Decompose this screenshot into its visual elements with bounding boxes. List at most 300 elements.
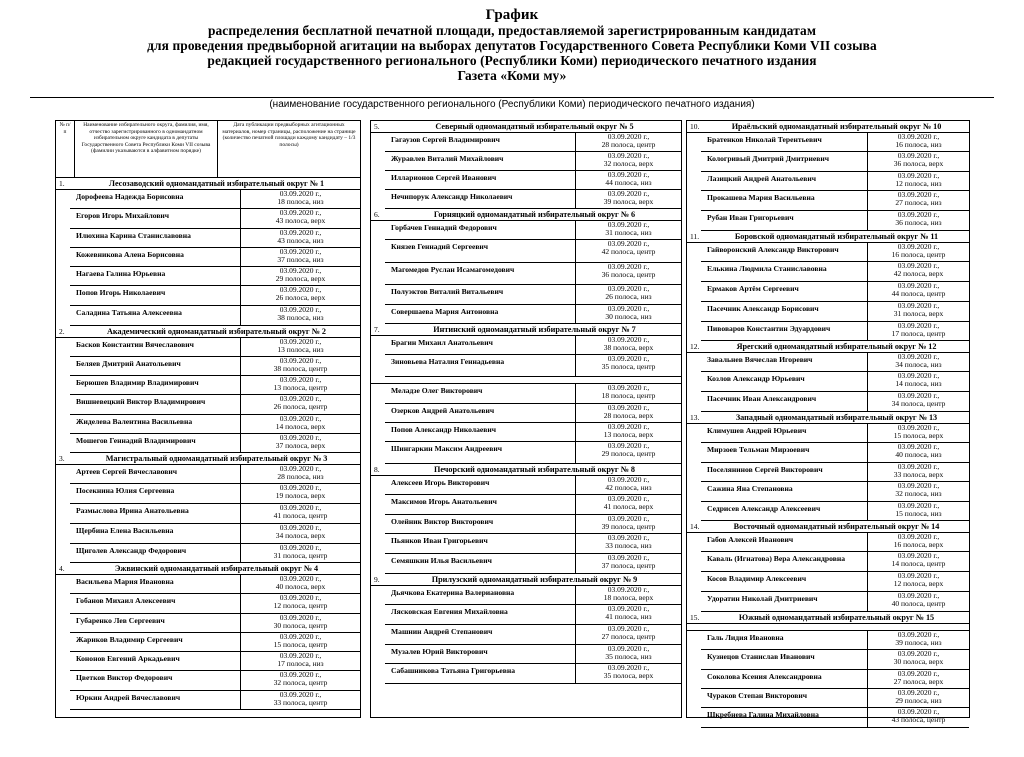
publication-slot <box>867 592 969 612</box>
publication-date: 03.09.2020 г., <box>607 645 650 653</box>
publication-date: 03.09.2020 г., <box>279 306 322 314</box>
table-row <box>371 171 681 190</box>
publication-slot <box>240 434 360 453</box>
publication-date: 03.09.2020 г., <box>607 404 650 412</box>
publication-slot <box>575 442 681 464</box>
table-row <box>687 133 969 152</box>
candidate-name: Артеев Сергей Вячеславович <box>70 465 240 484</box>
candidate-name: Седрисев Александр Алексеевич <box>701 502 867 521</box>
table-row <box>371 534 681 554</box>
row-spacer <box>687 624 969 631</box>
page-position: 27 полоса, низ <box>895 198 942 208</box>
publication-slot <box>867 172 969 191</box>
table-row <box>56 248 360 267</box>
candidate-name: Жариков Владимир Сергеевич <box>70 633 240 652</box>
column-body <box>371 121 681 684</box>
table-row <box>687 533 969 552</box>
publication-date: 03.09.2020 г., <box>607 384 650 392</box>
publication-date: 03.09.2020 г., <box>607 476 650 484</box>
publication-slot <box>575 355 681 377</box>
candidate-name: Брагин Михаил Анатольевич <box>385 336 575 355</box>
candidate-name: Озерков Андрей Анатольевич <box>385 404 575 423</box>
page-position: 12 полоса, верх <box>893 579 944 589</box>
table-row <box>371 476 681 495</box>
candidate-name: Лясковская Евгения Михайловна <box>385 605 575 625</box>
page-position: 29 полоса, верх <box>275 274 326 284</box>
table-row <box>687 392 969 412</box>
table-row <box>371 190 681 209</box>
candidate-name: Князев Геннадий Сергеевич <box>385 240 575 263</box>
publication-date: 03.09.2020 г., <box>279 229 322 237</box>
candidate-name: Пьянков Иван Григорьевич <box>385 534 575 554</box>
page-position: 27 полоса, центр <box>601 632 656 642</box>
district-name: Прилузский одномандатный избирательный округ № 9 <box>431 575 638 584</box>
page-position: 33 полоса, низ <box>605 541 652 551</box>
page-position: 42 полоса, низ <box>605 483 652 493</box>
publication-date: 03.09.2020 г., <box>897 631 940 639</box>
district-header <box>687 121 969 133</box>
candidate-name: Шингаркин Максим Андреевич <box>385 442 575 464</box>
district-header <box>371 324 681 336</box>
candidate-name: Кожевникова Алена Борисовна <box>70 248 240 267</box>
header-name: Наименование избирательного округа, фамилия, имя, отчество зарегистрированного в одномандатном избирательном округе кандидата в депутаты Государственного Совета Республики Коми VII созыва (фамилии указываются в алфавитном порядке) <box>75 121 218 177</box>
publication-slot <box>867 650 969 670</box>
title-line-4: редакцией государственного регионального (Республики Коми) периодического печатного издания <box>207 53 817 68</box>
publication-date: 03.09.2020 г., <box>279 484 322 492</box>
candidate-name: Максимов Игорь Анатольевич <box>385 495 575 515</box>
district-name: Западный одномандатный избирательный округ № 13 <box>735 413 938 422</box>
table-row <box>687 572 969 592</box>
table-row <box>371 625 681 645</box>
page-position: 43 полоса, центр <box>891 715 946 725</box>
table-row <box>56 267 360 286</box>
publication-slot <box>575 240 681 263</box>
table-row <box>687 708 969 728</box>
table-row <box>687 552 969 572</box>
page-position: 12 полоса, центр <box>273 601 328 611</box>
publication-date: 03.09.2020 г., <box>897 650 940 658</box>
publication-slot <box>240 357 360 376</box>
publication-date: 03.09.2020 г., <box>279 357 322 365</box>
district-name: Печорский одномандатный избирательный округ № 8 <box>434 465 635 474</box>
table-row <box>371 664 681 684</box>
candidate-name: Поселянинов Сергей Викторович <box>701 463 867 482</box>
publication-slot <box>240 633 360 652</box>
publication-date: 03.09.2020 г., <box>607 355 650 363</box>
table-row <box>371 586 681 605</box>
candidate-name: Посекнина Юлия Сергеевна <box>70 484 240 504</box>
candidate-name: Чураков Степан Викторович <box>701 689 867 708</box>
page-position: 44 полоса, центр <box>891 289 946 299</box>
table-row <box>371 263 681 285</box>
candidate-name: Щербина Елена Васильевна <box>70 524 240 544</box>
publication-slot <box>240 338 360 357</box>
district-number: 12. <box>690 342 700 351</box>
page-position: 36 полоса, центр <box>601 270 656 280</box>
table-row <box>56 338 360 357</box>
publication-slot <box>867 482 969 502</box>
page-position: 14 полоса, верх <box>275 422 326 432</box>
publication-date: 03.09.2020 г., <box>279 376 322 384</box>
publication-slot <box>575 625 681 645</box>
table-row <box>687 372 969 392</box>
publication-date: 03.09.2020 г., <box>897 172 940 180</box>
page-position: 14 полоса, низ <box>895 379 942 389</box>
page-position: 34 полоса, верх <box>275 531 326 541</box>
publication-date: 03.09.2020 г., <box>279 594 322 602</box>
publication-date: 03.09.2020 г., <box>607 534 650 542</box>
schedule-column-1 <box>55 120 361 718</box>
table-row <box>56 465 360 484</box>
candidate-name: Попов Игорь Николаевич <box>70 286 240 306</box>
candidate-name: Басков Константин Вячеславович <box>70 338 240 357</box>
district-header <box>371 464 681 476</box>
candidate-name: Меладзе Олег Викторович <box>385 384 575 404</box>
district-name: Боровской одномандатный избирательный округ № 11 <box>734 232 939 241</box>
publication-slot <box>575 305 681 324</box>
publication-date: 03.09.2020 г., <box>897 592 940 600</box>
publication-date: 03.09.2020 г., <box>607 442 650 450</box>
candidate-name: Пасечник Александр Борисович <box>701 302 867 322</box>
district-header <box>56 453 360 465</box>
table-row <box>56 544 360 563</box>
title-line-3: для проведения предвыборной агитации на выборах депутатов Государственного Совета Республики Коми VII созыва <box>147 38 877 53</box>
publication-slot <box>240 614 360 633</box>
table-row <box>56 614 360 633</box>
candidate-name: Рубан Иван Григорьевич <box>701 211 867 231</box>
page-position: 13 полоса, верх <box>603 430 654 440</box>
candidate-name: Алексеев Игорь Викторович <box>385 476 575 495</box>
candidate-name: Музалев Юрий Викторович <box>385 645 575 664</box>
publication-slot <box>575 133 681 152</box>
publication-date: 03.09.2020 г., <box>607 515 650 523</box>
publication-slot <box>575 404 681 423</box>
publication-date: 03.09.2020 г., <box>897 282 940 290</box>
publication-slot <box>240 652 360 671</box>
publication-date: 03.09.2020 г., <box>607 495 650 503</box>
district-header <box>687 341 969 353</box>
table-row <box>371 240 681 263</box>
publication-date: 03.09.2020 г., <box>279 267 322 275</box>
page-position: 32 полоса, центр <box>273 678 328 688</box>
candidate-name: Егоров Игорь Михайлович <box>70 209 240 229</box>
publication-slot <box>575 605 681 625</box>
table-row <box>371 645 681 664</box>
page-position: 32 полоса, низ <box>895 489 942 499</box>
publication-slot <box>240 395 360 415</box>
table-row <box>371 495 681 515</box>
page-position: 30 полоса, низ <box>605 312 652 322</box>
candidate-name: Илюхина Карина Станиславовна <box>70 229 240 248</box>
publication-slot <box>867 443 969 463</box>
table-row <box>687 502 969 521</box>
page-position: 37 полоса, низ <box>277 255 324 265</box>
page-position: 32 полоса, верх <box>603 159 654 169</box>
candidate-name: Братенков Николай Терентьевич <box>701 133 867 152</box>
candidate-name: Размыслова Ирина Анатольевна <box>70 504 240 524</box>
candidate-name: Удоратин Николай Дмитриевич <box>701 592 867 612</box>
candidate-name: Пивоваров Константин Эдуардович <box>701 322 867 341</box>
title-line-2: распределения бесплатной печатной площади, предоставляемой зарегистрированным кандидатам <box>207 23 817 38</box>
publication-slot <box>240 594 360 614</box>
page-position: 30 полоса, верх <box>893 657 944 667</box>
candidate-name: Щиголев Александр Федорович <box>70 544 240 563</box>
district-name: Эжвинский одномандатный избирательный округ № 4 <box>114 564 319 573</box>
publication-slot <box>867 282 969 302</box>
page-position: 19 полоса, верх <box>275 491 326 501</box>
table-row <box>56 575 360 594</box>
publication-date: 03.09.2020 г., <box>279 395 322 403</box>
publication-caption: (наименование государственного регионального (Республики Коми) периодического печатного издания) <box>30 97 994 112</box>
publication-date: 03.09.2020 г., <box>897 502 940 510</box>
candidate-name: Васильева Мария Ивановна <box>70 575 240 594</box>
publication-slot <box>240 190 360 209</box>
publication-slot <box>575 664 681 684</box>
publication-date: 03.09.2020 г., <box>897 424 940 432</box>
district-number: 4. <box>59 564 65 573</box>
page-position: 16 полоса, центр <box>891 250 946 260</box>
table-row <box>687 353 969 372</box>
page-position: 43 полоса, низ <box>277 236 324 246</box>
candidate-name: Кологривый Дмитрий Дмитриевич <box>701 152 867 172</box>
page-position: 15 полоса, центр <box>273 640 328 650</box>
publication-slot <box>867 302 969 322</box>
publication-date: 03.09.2020 г., <box>897 670 940 678</box>
district-header <box>56 563 360 575</box>
page-position: 33 полоса, центр <box>273 698 328 708</box>
table-row <box>687 424 969 443</box>
publication-date: 03.09.2020 г., <box>607 263 650 271</box>
page-position: 43 полоса, верх <box>275 216 326 226</box>
publication-date: 03.09.2020 г., <box>897 552 940 560</box>
publication-date: 03.09.2020 г., <box>897 443 940 451</box>
publication-date: 03.09.2020 г., <box>897 262 940 270</box>
publication-date: 03.09.2020 г., <box>279 190 322 198</box>
table-row <box>371 221 681 240</box>
publication-date: 03.09.2020 г., <box>897 353 940 361</box>
page-position: 13 полоса, низ <box>277 345 324 355</box>
publication-date: 03.09.2020 г., <box>897 533 940 541</box>
candidate-name: Совершаева Мария Антоновна <box>385 305 575 324</box>
publication-slot <box>867 533 969 552</box>
candidate-name: Гагаузов Сергей Владимирович <box>385 133 575 152</box>
table-row <box>687 463 969 482</box>
candidate-name: Прокашева Мария Васильевна <box>701 191 867 211</box>
page-position: 26 полоса, центр <box>273 402 328 412</box>
table-row <box>56 357 360 376</box>
page-position: 31 полоса, верх <box>893 309 944 319</box>
table-row <box>687 592 969 612</box>
publication-slot <box>867 262 969 282</box>
publication-date: 03.09.2020 г., <box>279 614 322 622</box>
table-row <box>687 322 969 341</box>
column-body <box>687 121 969 728</box>
table-row <box>371 152 681 171</box>
header-date: Дата публикации предвыборных агитационных материалов, номер страницы, расположение на странице (количество печатной площади каждому кандидату – 1/3 полосы) <box>222 122 356 148</box>
publication-slot <box>867 463 969 482</box>
candidate-name: Горбачев Геннадий Федорович <box>385 221 575 240</box>
page-position: 31 полоса, низ <box>605 228 652 238</box>
district-name: Лесозаводский одномандатный избирательный округ № 1 <box>108 179 325 188</box>
district-header <box>687 412 969 424</box>
table-row <box>371 133 681 152</box>
table-row <box>371 404 681 423</box>
table-row <box>56 306 360 326</box>
table-row <box>371 384 681 404</box>
candidate-name: Илларионов Сергей Иванович <box>385 171 575 190</box>
table-row <box>687 302 969 322</box>
district-name: Ярегский одномандатный избирательный округ № 12 <box>736 342 937 351</box>
publication-slot <box>575 554 681 574</box>
publication-date: 03.09.2020 г., <box>279 286 322 294</box>
publication-date: 03.09.2020 г., <box>897 322 940 330</box>
table-row <box>371 554 681 574</box>
district-number: 13. <box>690 413 700 422</box>
district-name: Интинский одномандатный избирательный округ № 7 <box>433 325 636 334</box>
table-row <box>56 484 360 504</box>
publication-slot <box>240 415 360 434</box>
table-row <box>56 633 360 652</box>
header-num: № п/п <box>56 121 75 177</box>
table-row <box>687 650 969 670</box>
district-number: 9. <box>374 575 380 584</box>
candidate-name: Гобанов Михаил Алексеевич <box>70 594 240 614</box>
candidate-name: Жиделева Валентина Васильевна <box>70 415 240 434</box>
candidate-name: Завальнев Вячеслав Игоревич <box>701 353 867 372</box>
publication-date: 03.09.2020 г., <box>897 211 940 219</box>
candidate-name: Гайворонский Александр Викторович <box>701 243 867 262</box>
publication-date: 03.09.2020 г., <box>607 240 650 248</box>
page-position: 17 полоса, центр <box>891 329 946 339</box>
table-row <box>56 190 360 209</box>
district-number: 10. <box>690 122 700 131</box>
table-row <box>56 395 360 415</box>
district-header <box>687 521 969 533</box>
candidate-name: Юркин Андрей Вячеславович <box>70 691 240 710</box>
candidate-name: Олейник Виктор Викторович <box>385 515 575 534</box>
page-position: 13 полоса, центр <box>273 383 328 393</box>
candidate-name: Косов Владимир Алексеевич <box>701 572 867 592</box>
publication-slot <box>240 248 360 267</box>
publication-date: 03.09.2020 г., <box>279 691 322 699</box>
candidate-name: Попов Александр Николаевич <box>385 423 575 442</box>
page-position: 27 полоса, верх <box>893 677 944 687</box>
candidate-name: Зиновьева Наталия Геннадьевна <box>385 355 575 377</box>
publication-slot <box>575 645 681 664</box>
page-position: 18 полоса, центр <box>601 391 656 401</box>
page-position: 35 полоса, низ <box>605 652 652 662</box>
page-position: 39 полоса, центр <box>601 522 656 532</box>
candidate-name: Козлов Александр Юрьевич <box>701 372 867 392</box>
candidate-name: Сажина Яна Степановна <box>701 482 867 502</box>
candidate-name: Галь Лидия Ивановна <box>701 631 867 650</box>
publication-date: 03.09.2020 г., <box>897 572 940 580</box>
publication-date: 03.09.2020 г., <box>607 605 650 613</box>
publication-slot <box>867 572 969 592</box>
publication-slot <box>867 322 969 341</box>
publication-slot <box>240 306 360 326</box>
page-position: 39 полоса, низ <box>895 638 942 648</box>
page-position: 31 полоса, центр <box>273 551 328 561</box>
publication-slot <box>867 708 969 728</box>
publication-slot <box>867 392 969 412</box>
publication-slot <box>575 152 681 171</box>
publication-slot <box>240 484 360 504</box>
district-name: Академический одномандатный избирательный округ № 2 <box>107 327 326 336</box>
publication-slot <box>240 504 360 524</box>
page-position: 17 полоса, низ <box>277 659 324 669</box>
publication-slot <box>240 524 360 544</box>
publication-date: 03.09.2020 г., <box>897 152 940 160</box>
district-number: 14. <box>690 522 700 531</box>
district-header <box>687 612 969 624</box>
district-number: 6. <box>374 210 380 219</box>
district-header <box>687 231 969 243</box>
publication-date: 03.09.2020 г., <box>607 152 650 160</box>
district-number: 1. <box>59 179 65 188</box>
page-position: 35 полоса, верх <box>603 671 654 681</box>
publication-slot <box>240 376 360 395</box>
publication-slot <box>867 424 969 443</box>
publication-date: 03.09.2020 г., <box>607 305 650 313</box>
table-row <box>56 209 360 229</box>
table-row <box>687 689 969 708</box>
page-position: 37 полоса, верх <box>275 441 326 451</box>
page-position: 28 полоса, центр <box>601 140 656 150</box>
table-row <box>56 524 360 544</box>
district-number: 3. <box>59 454 65 463</box>
candidate-name: Журавлев Виталий Михайлович <box>385 152 575 171</box>
table-row <box>687 631 969 650</box>
table-row <box>687 670 969 689</box>
candidate-name: Семяшкин Илья Васильевич <box>385 554 575 574</box>
page-position: 36 полоса, низ <box>895 218 942 228</box>
page-position: 38 полоса, верх <box>603 343 654 353</box>
publication-slot <box>867 353 969 372</box>
district-number: 2. <box>59 327 65 336</box>
publication-slot <box>575 495 681 515</box>
document-title <box>30 8 994 83</box>
publication-slot <box>575 476 681 495</box>
page-position: 40 полоса, центр <box>891 599 946 609</box>
candidate-name: Мирзоев Тельман Мирзоевич <box>701 443 867 463</box>
district-name: Восточный одномандатный избирательный округ № 14 <box>733 522 940 531</box>
publication-date: 03.09.2020 г., <box>279 575 322 583</box>
publication-date: 03.09.2020 г., <box>897 243 940 251</box>
publication-slot <box>575 384 681 404</box>
publication-slot <box>867 502 969 521</box>
candidate-name: Саладина Татьяна Алексеевна <box>70 306 240 326</box>
page-position: 41 полоса, низ <box>605 612 652 622</box>
publication-date: 03.09.2020 г., <box>279 338 322 346</box>
publication-slot <box>867 631 969 650</box>
page-position: 18 полоса, верх <box>603 593 654 603</box>
publication-slot <box>575 336 681 355</box>
publication-slot <box>575 171 681 190</box>
publication-slot <box>867 689 969 708</box>
publication-date: 03.09.2020 г., <box>897 482 940 490</box>
candidate-name: Кузнецов Станислав Иванович <box>701 650 867 670</box>
page-position: 18 полоса, низ <box>277 197 324 207</box>
page-position: 33 полоса, верх <box>893 470 944 480</box>
publication-date: 03.09.2020 г., <box>897 708 940 716</box>
candidate-name: Ермаков Артём Сергеевич <box>701 282 867 302</box>
publication-slot <box>575 190 681 209</box>
candidate-name: Мошегов Геннадий Владимирович <box>70 434 240 453</box>
publication-date: 03.09.2020 г., <box>607 336 650 344</box>
publication-date: 03.09.2020 г., <box>607 554 650 562</box>
table-row <box>687 482 969 502</box>
